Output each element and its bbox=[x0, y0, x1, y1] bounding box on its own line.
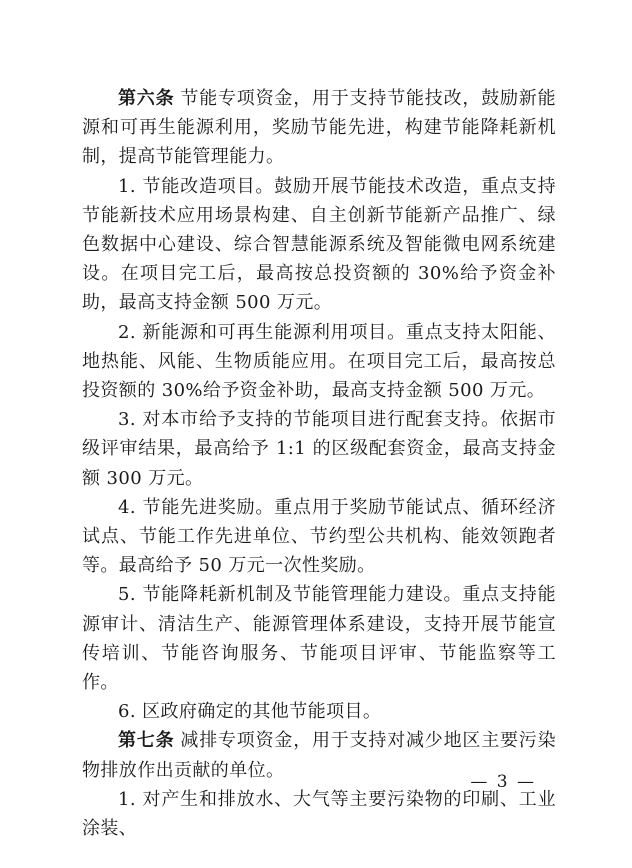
paragraph-item-5 bbox=[82, 580, 556, 697]
article-heading: 第六条 bbox=[118, 88, 175, 109]
document-body bbox=[82, 84, 556, 843]
article-heading: 第七条 bbox=[118, 730, 175, 752]
paragraph-article-7-item-1 bbox=[82, 785, 556, 843]
paragraph-text: 1. 对产生和排放水、大气等主要污染物的印刷、工业涂装、 bbox=[82, 788, 556, 840]
paragraph-item-3 bbox=[82, 405, 556, 493]
paragraph-text: 节能专项资金，用于支持节能技改，鼓励新能源和可再生能源利用，奖励节能先进，构建节能降耗新机制，提高节能管理能力。 bbox=[82, 88, 557, 168]
paragraph-text: 5. 节能降耗新机制及节能管理能力建设。重点支持能源审计、清洁生产、能源管理体系建设，支持开展节能宣传培训、节能咨询服务、节能项目评审、节能监察等工作。 bbox=[82, 584, 556, 694]
paragraph-item-1 bbox=[82, 172, 556, 318]
paragraph-text: 2. 新能源和可再生能源利用项目。重点支持太阳能、地热能、风能、生物质能应用。在项目完工后，最高按总投资额的 30%给予资金补助，最高支持金额 500 万元。 bbox=[82, 321, 556, 402]
paragraph-item-4 bbox=[82, 493, 556, 581]
paragraph-text: 6. 区政府确定的其他节能项目。 bbox=[118, 701, 382, 723]
paragraph-text: 4. 节能先进奖励。重点用于奖励节能试点、循环经济试点、节能工作先进单位、节约型公共机构、能效领跑者等。最高给予 50 万元一次性奖励。 bbox=[82, 496, 556, 577]
paragraph-text: 3. 对本市给予支持的节能项目进行配套支持。依据市级评审结果，最高给予 1:1 的区级配套资金，最高支持金额 300 万元。 bbox=[82, 409, 556, 489]
paragraph-text: 减排专项资金，用于支持对减少地区主要污染物排放作出贡献的单位。 bbox=[82, 730, 557, 781]
paragraph-text: 1. 节能改造项目。鼓励开展节能技术改造，重点支持节能新技术应用场景构建、自主创新节能新产品推广、绿色数据中心建设、综合智慧能源系统及智能微电网系统建设。在项目完工后，最高按总投资额的 30%给予资金补助，最高支持金额 500 万元。 bbox=[82, 175, 556, 314]
paragraph-article-6 bbox=[82, 84, 556, 172]
paragraph-item-2 bbox=[82, 318, 556, 406]
page-number: — 3 — bbox=[470, 772, 536, 792]
paragraph-item-6 bbox=[82, 697, 556, 726]
